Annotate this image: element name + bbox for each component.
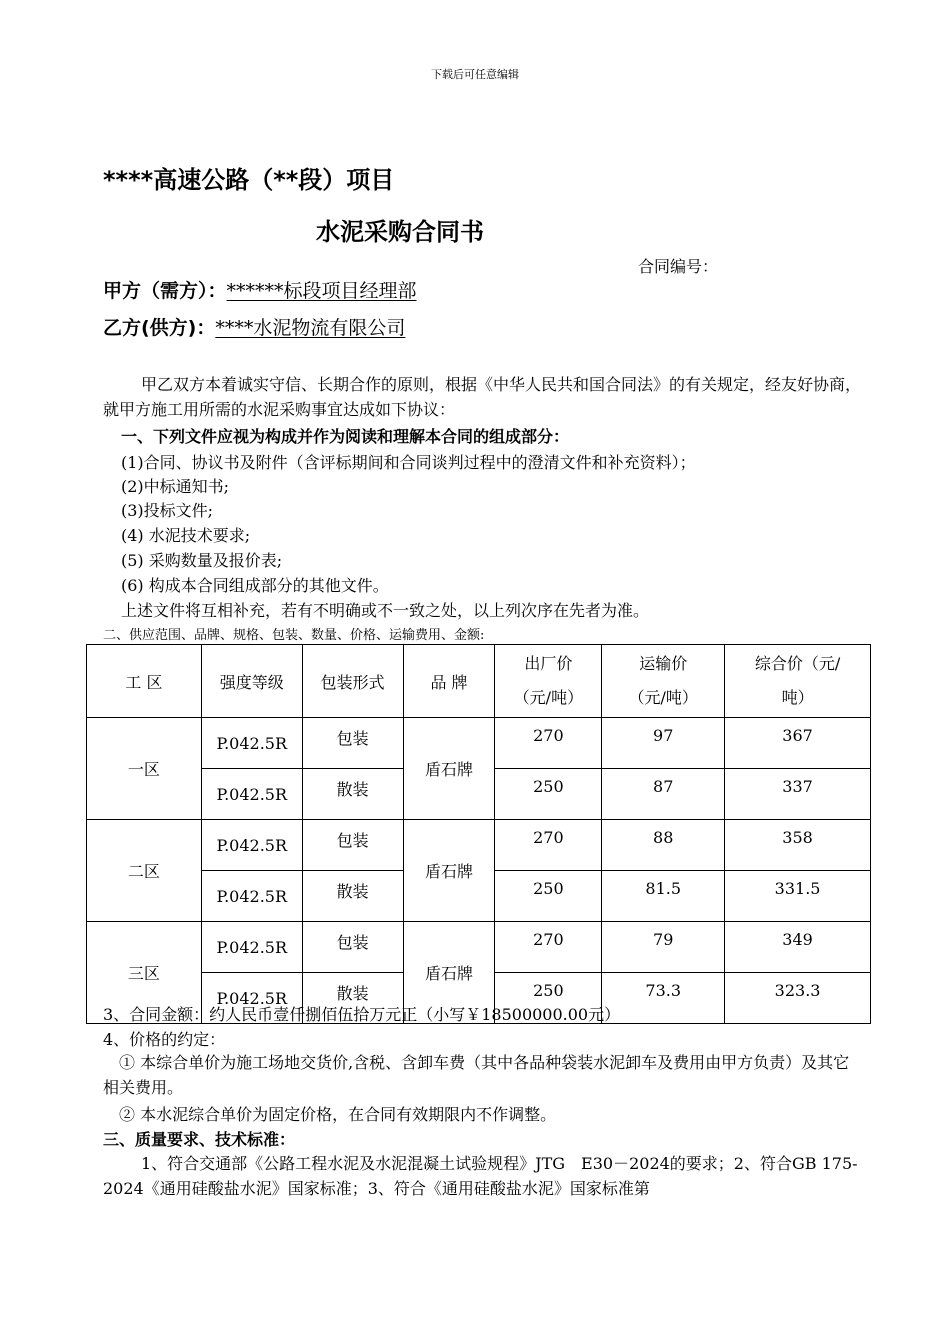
freight-price-cell: 73.3 bbox=[602, 973, 725, 1024]
brand-cell: 盾石牌 bbox=[403, 718, 495, 820]
section1-item: (3)投标文件; bbox=[121, 501, 214, 520]
party-a-value: ******标段项目经理部 bbox=[226, 280, 417, 302]
table-row bbox=[87, 718, 871, 769]
factory-price-cell: 250 bbox=[495, 973, 602, 1024]
total-price-cell: 367 bbox=[725, 718, 871, 769]
header-brand: 品 牌 bbox=[403, 645, 495, 718]
pack-cell: 包装 bbox=[302, 820, 403, 871]
grade-cell: P.042.5R bbox=[201, 871, 302, 922]
header-factory-price: 出厂价 （元/吨） bbox=[495, 645, 602, 718]
party-b-label: 乙方(供方)： bbox=[103, 317, 216, 339]
section1-item: (4) 水泥技术要求; bbox=[121, 526, 251, 545]
factory-price-cell: 250 bbox=[495, 871, 602, 922]
section4-heading: 4、价格的约定： bbox=[103, 1030, 226, 1049]
factory-price-cell: 250 bbox=[495, 769, 602, 820]
header-total-price: 综合价（元/ 吨） bbox=[725, 645, 871, 718]
brand-cell: 盾石牌 bbox=[403, 922, 495, 1024]
zone-cell: 三区 bbox=[87, 922, 202, 1024]
section2-heading: 二、供应范围、品牌、规格、包装、数量、价格、运输费用、金额: bbox=[103, 628, 485, 643]
grade-cell: P.042.5R bbox=[201, 820, 302, 871]
zone-cell: 二区 bbox=[87, 820, 202, 922]
price-term-1: ① 本综合单价为施工场地交货价,含税、含卸车费（其中各品种袋装水泥卸车及费用由甲方负责）及其它相关费用。 bbox=[103, 1053, 850, 1097]
grade-cell: P.042.5R bbox=[201, 718, 302, 769]
amount-in-words: 壹仟捌佰伍拾万 bbox=[273, 1005, 386, 1024]
price-table bbox=[86, 644, 871, 1024]
freight-price-cell: 97 bbox=[602, 718, 725, 769]
freight-price-cell: 88 bbox=[602, 820, 725, 871]
total-price-cell: 337 bbox=[725, 769, 871, 820]
header-zone: 工 区 bbox=[87, 645, 202, 718]
section1-item: (5) 采购数量及报价表; bbox=[121, 551, 283, 570]
contract-number-label: 合同编号： bbox=[638, 257, 719, 276]
total-price-cell: 349 bbox=[725, 922, 871, 973]
brand-cell: 盾石牌 bbox=[403, 820, 495, 922]
section1-item: (1)合同、协议书及附件（含评标期间和合同谈判过程中的澄清文件和补充资料）； bbox=[121, 453, 696, 472]
pack-cell: 包装 bbox=[302, 718, 403, 769]
grade-cell: P.042.5R bbox=[201, 973, 302, 1024]
quality-paragraph: 1、符合交通部《公路工程水泥及水泥混凝土试验规程》JTG E30－2024的要求；2、符合GB 175-2024《通用硅酸盐水泥》国家标准；3、符合《通用硅酸盐水泥》国家标准第 bbox=[103, 1154, 858, 1198]
table-row bbox=[87, 922, 871, 973]
total-price-cell: 358 bbox=[725, 820, 871, 871]
total-price-cell: 331.5 bbox=[725, 871, 871, 922]
zone-cell: 一区 bbox=[87, 718, 202, 820]
pack-cell: 包装 bbox=[302, 922, 403, 973]
section1-note: 上述文件将互相补充，若有不明确或不一致之处，以上列次序在先者为准。 bbox=[121, 601, 650, 620]
table-header-row bbox=[87, 645, 871, 718]
freight-price-cell: 79 bbox=[602, 922, 725, 973]
table-row bbox=[87, 820, 871, 871]
party-b bbox=[103, 313, 405, 340]
title-project: ****高速公路（**段）项目 bbox=[103, 166, 395, 194]
contract-amount bbox=[103, 1002, 620, 1025]
section3-heading: 三、质量要求、技术标准： bbox=[103, 1130, 296, 1149]
section1-heading: 一、下列文件应视为构成并作为阅读和理解本合同的组成部分： bbox=[121, 427, 570, 446]
party-a-label: 甲方（需方）： bbox=[103, 280, 227, 302]
party-b-value: ****水泥物流有限公司 bbox=[215, 317, 406, 339]
amount-prefix: 3、合同金额：约人民币 bbox=[103, 1005, 274, 1024]
freight-price-cell: 81.5 bbox=[602, 871, 725, 922]
price-term-2: ② 本水泥综合单价为固定价格，在合同有效期限内不作调整。 bbox=[119, 1105, 557, 1124]
pack-cell: 散装 bbox=[302, 973, 403, 1024]
amount-suffix: 元） bbox=[588, 1005, 621, 1024]
intro-paragraph: 甲乙双方本着诚实守信、长期合作的原则，根据《中华人民共和国合同法》的有关规定，经友好协商，就甲方施工用所需的水泥采购事宜达成如下协议： bbox=[103, 375, 862, 419]
factory-price-cell: 270 bbox=[495, 718, 602, 769]
freight-price-cell: 87 bbox=[602, 769, 725, 820]
pack-cell: 散装 bbox=[302, 871, 403, 922]
grade-cell: P.042.5R bbox=[201, 769, 302, 820]
party-a bbox=[103, 276, 417, 303]
amount-in-figures: 18500000.00 bbox=[481, 1005, 589, 1024]
title-contract: 水泥采购合同书 bbox=[316, 218, 484, 246]
factory-price-cell: 270 bbox=[495, 922, 602, 973]
grade-cell: P.042.5R bbox=[201, 922, 302, 973]
header-pack: 包装形式 bbox=[302, 645, 403, 718]
header-freight-price: 运输价 （元/吨） bbox=[602, 645, 725, 718]
header-note: 下载后可任意编辑 bbox=[431, 68, 519, 81]
amount-middle: 元正（小写￥ bbox=[385, 1005, 482, 1024]
total-price-cell: 323.3 bbox=[725, 973, 871, 1024]
pack-cell: 散装 bbox=[302, 769, 403, 820]
section1-item: (6) 构成本合同组成部分的其他文件。 bbox=[121, 576, 389, 595]
factory-price-cell: 270 bbox=[495, 820, 602, 871]
header-grade: 强度等级 bbox=[201, 645, 302, 718]
section1-item: (2)中标通知书; bbox=[121, 477, 230, 496]
